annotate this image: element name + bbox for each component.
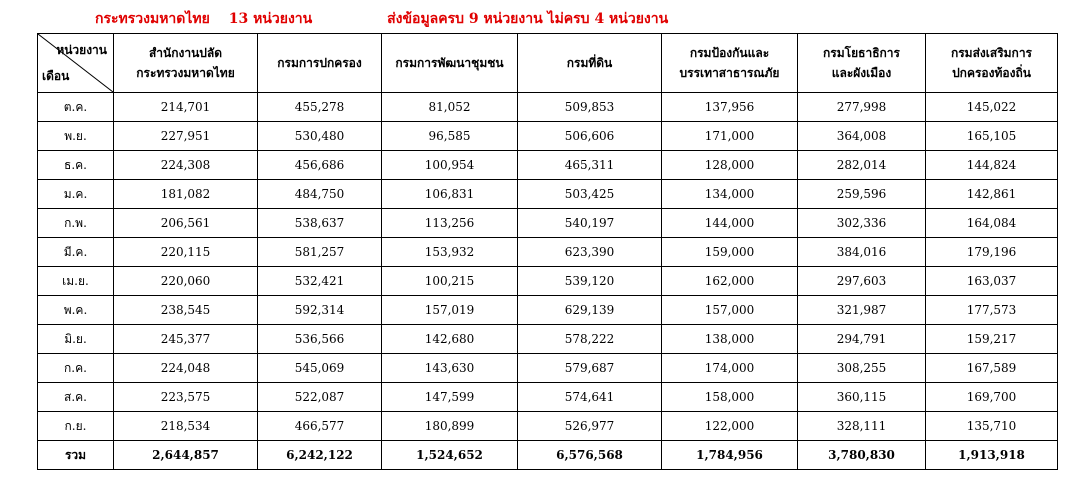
value-cell: 100,954 (382, 151, 518, 180)
value-cell: 224,048 (114, 354, 258, 383)
value-cell: 465,311 (518, 151, 662, 180)
value-cell: 245,377 (114, 325, 258, 354)
table-row (38, 238, 1058, 267)
column-header-line1: สำนักงานปลัด (148, 46, 223, 60)
value-cell: 294,791 (798, 325, 926, 354)
column-header-2 (382, 34, 518, 93)
corner-agency-label: หน่วยงาน (56, 43, 107, 57)
value-cell: 540,197 (518, 209, 662, 238)
value-cell: 113,256 (382, 209, 518, 238)
corner-header (38, 34, 114, 93)
value-cell: 169,700 (926, 383, 1058, 412)
value-cell: 171,000 (662, 122, 798, 151)
table-row (38, 209, 1058, 238)
value-cell: 456,686 (258, 151, 382, 180)
submission-status: ส่งข้อมูลครบ 9 หน่วยงาน ไม่ครบ 4 หน่วยงาน (387, 11, 669, 27)
column-header-5 (798, 34, 926, 93)
table-row (38, 122, 1058, 151)
total-value-cell: 6,242,122 (258, 441, 382, 470)
value-cell: 96,585 (382, 122, 518, 151)
value-cell: 165,105 (926, 122, 1058, 151)
value-cell: 282,014 (798, 151, 926, 180)
value-cell: 364,008 (798, 122, 926, 151)
value-cell: 539,120 (518, 267, 662, 296)
value-cell: 384,016 (798, 238, 926, 267)
corner-month-label: เดือน (42, 69, 70, 83)
total-label: รวม (38, 441, 114, 470)
value-cell: 157,019 (382, 296, 518, 325)
month-cell: ก.ย. (38, 412, 114, 441)
column-header-0 (114, 34, 258, 93)
value-cell: 581,257 (258, 238, 382, 267)
value-cell: 144,000 (662, 209, 798, 238)
value-cell: 159,000 (662, 238, 798, 267)
value-cell: 629,139 (518, 296, 662, 325)
report-title (95, 8, 668, 30)
table-body (38, 93, 1058, 470)
value-cell: 100,215 (382, 267, 518, 296)
table-row (38, 296, 1058, 325)
value-cell: 238,545 (114, 296, 258, 325)
total-value-cell: 6,576,568 (518, 441, 662, 470)
value-cell: 153,932 (382, 238, 518, 267)
column-header-4 (662, 34, 798, 93)
month-cell: พ.ค. (38, 296, 114, 325)
value-cell: 302,336 (798, 209, 926, 238)
value-cell: 466,577 (258, 412, 382, 441)
month-cell: พ.ย. (38, 122, 114, 151)
value-cell: 623,390 (518, 238, 662, 267)
month-cell: ส.ค. (38, 383, 114, 412)
value-cell: 158,000 (662, 383, 798, 412)
value-cell: 536,566 (258, 325, 382, 354)
value-cell: 360,115 (798, 383, 926, 412)
total-value-cell: 2,644,857 (114, 441, 258, 470)
table-row (38, 93, 1058, 122)
value-cell: 530,480 (258, 122, 382, 151)
column-header-line1: กรมโยธาธิการ (823, 46, 900, 60)
value-cell: 509,853 (518, 93, 662, 122)
column-header-line1: กรมการพัฒนาชุมชน (395, 56, 504, 70)
column-header-line2: ปกครองท้องถิ่น (952, 66, 1031, 80)
value-cell: 592,314 (258, 296, 382, 325)
value-cell: 167,589 (926, 354, 1058, 383)
total-value-cell: 1,784,956 (662, 441, 798, 470)
month-cell: ก.พ. (38, 209, 114, 238)
column-header-line1: กรมส่งเสริมการ (950, 46, 1033, 60)
value-cell: 180,899 (382, 412, 518, 441)
table-row (38, 180, 1058, 209)
value-cell: 145,022 (926, 93, 1058, 122)
column-header-line2: บรรเทาสาธารณภัย (679, 66, 780, 80)
value-cell: 81,052 (382, 93, 518, 122)
table-row (38, 412, 1058, 441)
month-cell: ธ.ค. (38, 151, 114, 180)
value-cell: 455,278 (258, 93, 382, 122)
value-cell: 159,217 (926, 325, 1058, 354)
value-cell: 545,069 (258, 354, 382, 383)
column-header-6 (926, 34, 1058, 93)
value-cell: 134,000 (662, 180, 798, 209)
value-cell: 522,087 (258, 383, 382, 412)
month-cell: มิ.ย. (38, 325, 114, 354)
value-cell: 506,606 (518, 122, 662, 151)
value-cell: 106,831 (382, 180, 518, 209)
value-cell: 224,308 (114, 151, 258, 180)
column-header-line2: และผังเมือง (831, 66, 892, 80)
value-cell: 484,750 (258, 180, 382, 209)
value-cell: 128,000 (662, 151, 798, 180)
column-header-3 (518, 34, 662, 93)
expense-table (37, 33, 1058, 470)
value-cell: 214,701 (114, 93, 258, 122)
value-cell: 578,222 (518, 325, 662, 354)
value-cell: 220,060 (114, 267, 258, 296)
value-cell: 164,084 (926, 209, 1058, 238)
value-cell: 122,000 (662, 412, 798, 441)
value-cell: 218,534 (114, 412, 258, 441)
value-cell: 297,603 (798, 267, 926, 296)
value-cell: 328,111 (798, 412, 926, 441)
unit-count: 13 หน่วยงาน (228, 11, 313, 27)
column-header-line1: กรมการปกครอง (277, 56, 362, 70)
column-header-line2: กระทรวงมหาดไทย (136, 66, 235, 80)
value-cell: 277,998 (798, 93, 926, 122)
value-cell: 574,641 (518, 383, 662, 412)
value-cell: 147,599 (382, 383, 518, 412)
value-cell: 177,573 (926, 296, 1058, 325)
value-cell: 163,037 (926, 267, 1058, 296)
month-cell: เม.ย. (38, 267, 114, 296)
month-cell: ต.ค. (38, 93, 114, 122)
column-header-line1: กรมที่ดิน (566, 56, 613, 70)
total-value-cell: 3,780,830 (798, 441, 926, 470)
value-cell: 179,196 (926, 238, 1058, 267)
total-row (38, 441, 1058, 470)
value-cell: 144,824 (926, 151, 1058, 180)
header-row (38, 34, 1058, 93)
total-value-cell: 1,524,652 (382, 441, 518, 470)
value-cell: 143,630 (382, 354, 518, 383)
value-cell: 503,425 (518, 180, 662, 209)
value-cell: 538,637 (258, 209, 382, 238)
value-cell: 142,680 (382, 325, 518, 354)
table-row (38, 325, 1058, 354)
value-cell: 181,082 (114, 180, 258, 209)
value-cell: 174,000 (662, 354, 798, 383)
value-cell: 206,561 (114, 209, 258, 238)
value-cell: 321,987 (798, 296, 926, 325)
column-header-line1: กรมป้องกันและ (689, 46, 770, 60)
value-cell: 259,596 (798, 180, 926, 209)
ministry-title: กระทรวงมหาดไทย (95, 11, 210, 27)
table-row (38, 151, 1058, 180)
value-cell: 308,255 (798, 354, 926, 383)
table-row (38, 354, 1058, 383)
value-cell: 227,951 (114, 122, 258, 151)
table-row (38, 383, 1058, 412)
value-cell: 135,710 (926, 412, 1058, 441)
column-header-1 (258, 34, 382, 93)
value-cell: 220,115 (114, 238, 258, 267)
month-cell: ก.ค. (38, 354, 114, 383)
value-cell: 526,977 (518, 412, 662, 441)
month-cell: ม.ค. (38, 180, 114, 209)
value-cell: 157,000 (662, 296, 798, 325)
value-cell: 138,000 (662, 325, 798, 354)
value-cell: 137,956 (662, 93, 798, 122)
total-value-cell: 1,913,918 (926, 441, 1058, 470)
month-cell: มี.ค. (38, 238, 114, 267)
value-cell: 579,687 (518, 354, 662, 383)
value-cell: 142,861 (926, 180, 1058, 209)
table-row (38, 267, 1058, 296)
value-cell: 223,575 (114, 383, 258, 412)
value-cell: 532,421 (258, 267, 382, 296)
value-cell: 162,000 (662, 267, 798, 296)
